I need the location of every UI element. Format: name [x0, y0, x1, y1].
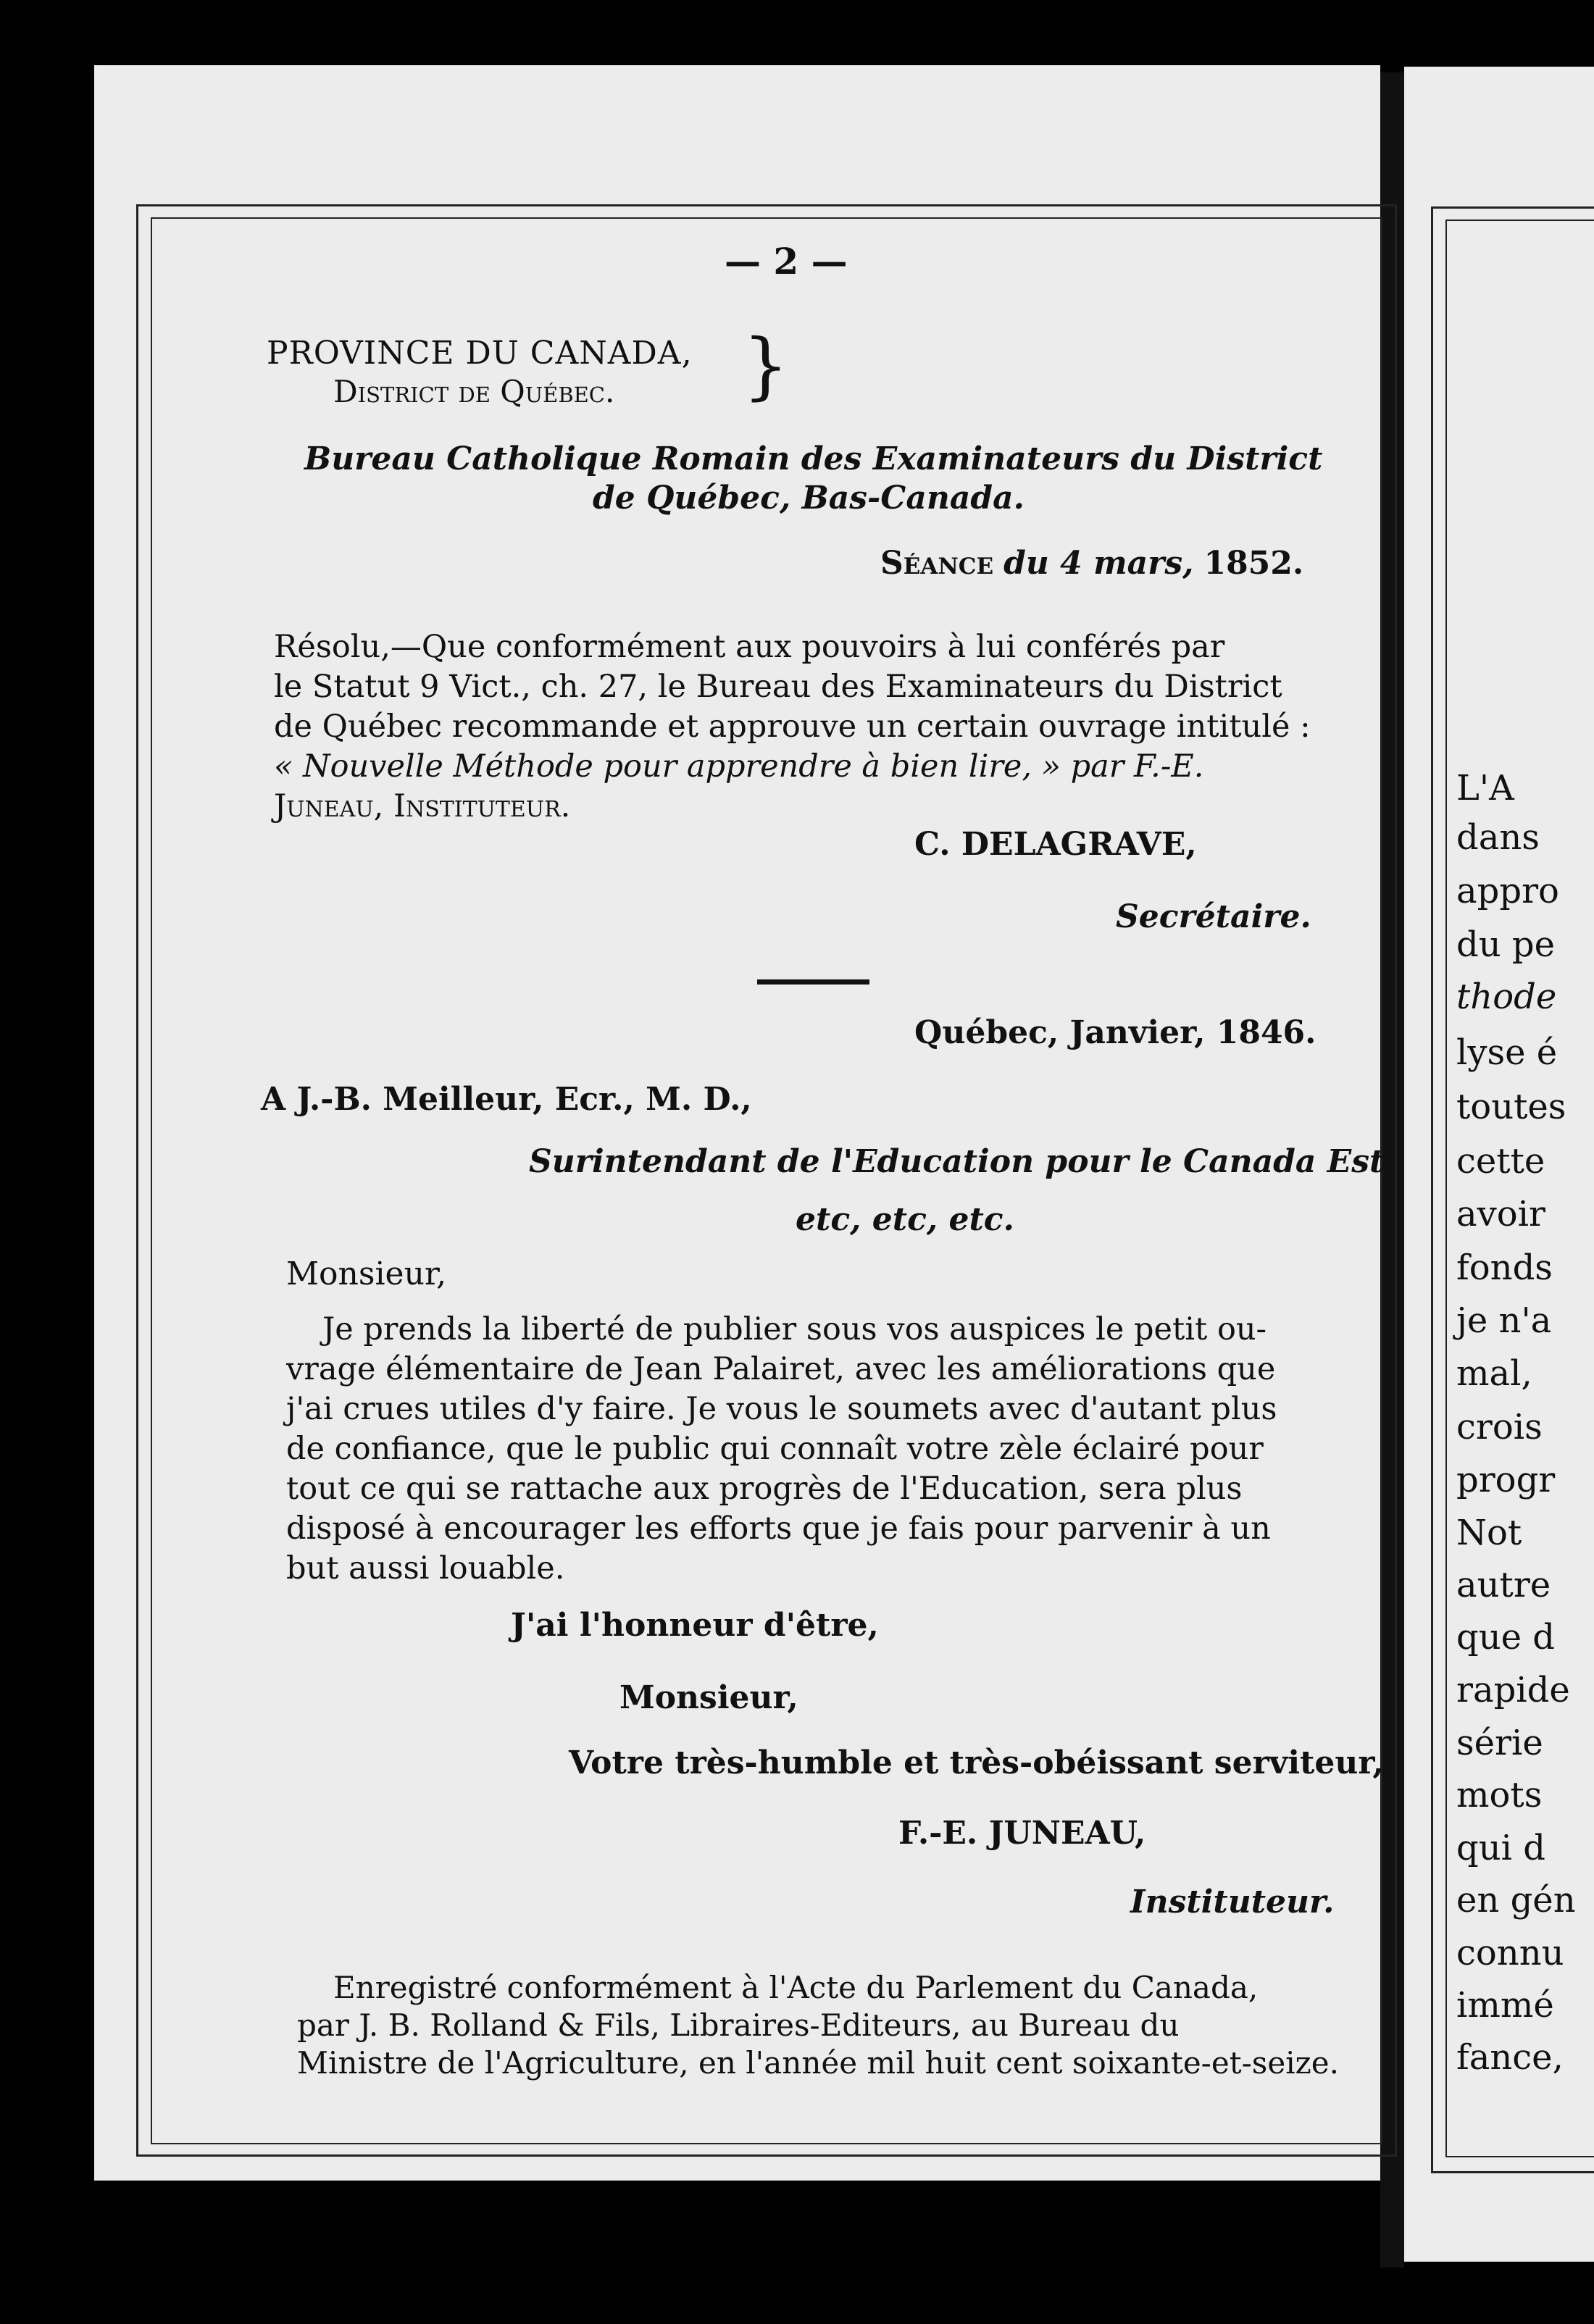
letter-closing-serviteur: Votre très-humble et très-obéissant serviteur,	[569, 1744, 1384, 1781]
signature-delagrave-title: Secrétaire.	[1116, 898, 1311, 935]
right-page-line: dans	[1456, 817, 1540, 858]
right-page-line: rapide	[1456, 1670, 1570, 1710]
right-page-line: progr	[1456, 1460, 1556, 1500]
separator-rule	[757, 979, 869, 985]
right-page-line: en gén	[1456, 1880, 1576, 1920]
resolution-line: le Statut 9 Vict., ch. 27, le Bureau des Examinateurs du District	[274, 669, 1282, 705]
registration-line: Enregistré conformément à l'Acte du Parlement du Canada,	[333, 1970, 1259, 2005]
right-page-line: crois	[1456, 1407, 1543, 1447]
seance-year: 1852.	[1203, 545, 1304, 582]
right-page-line: mal,	[1456, 1353, 1532, 1394]
registration-notice	[297, 1969, 1348, 2082]
letter-body-line: j'ai crues utiles d'y faire. Je vous le soumets avec d'autant plus	[286, 1391, 1277, 1427]
seance-label: Séance	[880, 545, 994, 582]
right-page-line: qui d	[1456, 1828, 1545, 1868]
resolution-line: Juneau, Instituteur.	[274, 788, 571, 824]
right-page-line: Not	[1456, 1513, 1522, 1553]
right-page-line: appro	[1456, 871, 1559, 911]
right-page-line: série	[1456, 1723, 1543, 1763]
district-heading: District de Québec.	[333, 374, 615, 409]
letter-closing-monsieur: Monsieur,	[619, 1679, 798, 1716]
letter-etc: etc, etc, etc.	[796, 1201, 1014, 1238]
right-page-line: immé	[1456, 1985, 1554, 2026]
letter-body-line: but aussi louable.	[286, 1550, 565, 1587]
signature-juneau-title: Instituteur.	[1130, 1884, 1335, 1920]
letter-body-line: Je prends la liberté de publier sous vos auspices le petit ou-	[322, 1311, 1267, 1347]
resolution-line: « Nouvelle Méthode pour apprendre à bien lire, » par F.-E.	[274, 748, 1204, 785]
letter-body-line: tout ce qui se rattache aux progrès de l'Education, sera plus	[286, 1471, 1243, 1507]
right-page-line: fonds	[1456, 1247, 1553, 1288]
province-heading: PROVINCE DU CANADA,	[267, 335, 693, 372]
right-page-line: je n'a	[1456, 1300, 1552, 1341]
letter-closing-honneur: J'ai l'honneur d'être,	[511, 1607, 879, 1644]
letter-place-date: Québec, Janvier, 1846.	[914, 1014, 1316, 1051]
bureau-title-line2: de Québec, Bas-Canada.	[593, 480, 1025, 517]
right-page-line: avoir	[1456, 1194, 1545, 1234]
seance-date	[880, 545, 1303, 582]
right-page-line: L'A	[1456, 768, 1514, 808]
letter-body	[286, 1310, 1330, 1589]
right-page-line: fance,	[1456, 2037, 1564, 2078]
resolution-line: Résolu,—Que conformément aux pouvoirs à lui conférés par	[274, 629, 1225, 665]
letter-body-line: de confiance, que le public qui connaît votre zèle éclairé pour	[286, 1431, 1264, 1467]
right-page-line: cette	[1456, 1141, 1545, 1182]
resolution-line: de Québec recommande et approuve un certain ouvrage intitulé :	[274, 709, 1311, 745]
bureau-title-line1: Bureau Catholique Romain des Examinateurs du District	[304, 440, 1323, 477]
signature-delagrave: C. DELAGRAVE,	[914, 826, 1197, 863]
letter-addressee: A J.-B. Meilleur, Ecr., M. D.,	[261, 1081, 752, 1118]
registration-line: par J. B. Rolland & Fils, Libraires-Editeurs, au Bureau du	[297, 2007, 1180, 2043]
right-page-line: toutes	[1456, 1087, 1566, 1127]
resolution-text	[274, 627, 1317, 827]
seance-day: du 4 mars,	[1003, 545, 1194, 582]
letter-addressee-title: Surintendant de l'Education pour le Canada Est,	[529, 1143, 1395, 1180]
right-page-line: du pe	[1456, 924, 1556, 965]
province-brace: }	[743, 323, 789, 408]
right-page-line: connu	[1456, 1933, 1564, 1973]
letter-body-line: vrage élémentaire de Jean Palairet, avec les améliorations que	[286, 1351, 1276, 1387]
letter-body-line: disposé à encourager les efforts que je fais pour parvenir à un	[286, 1510, 1271, 1547]
right-page-line: que d	[1456, 1617, 1556, 1658]
letter-salutation: Monsieur,	[286, 1255, 447, 1292]
signature-juneau: F.-E. JUNEAU,	[898, 1815, 1146, 1852]
right-page-line: lyse é	[1456, 1032, 1558, 1073]
right-page-line: mots	[1456, 1775, 1543, 1815]
registration-line: Ministre de l'Agriculture, en l'année mil huit cent soixante-et-seize.	[297, 2045, 1339, 2081]
right-page-line: autre	[1456, 1565, 1551, 1605]
page-number: — 2 —	[725, 240, 848, 283]
right-page-line: thode	[1456, 977, 1557, 1017]
